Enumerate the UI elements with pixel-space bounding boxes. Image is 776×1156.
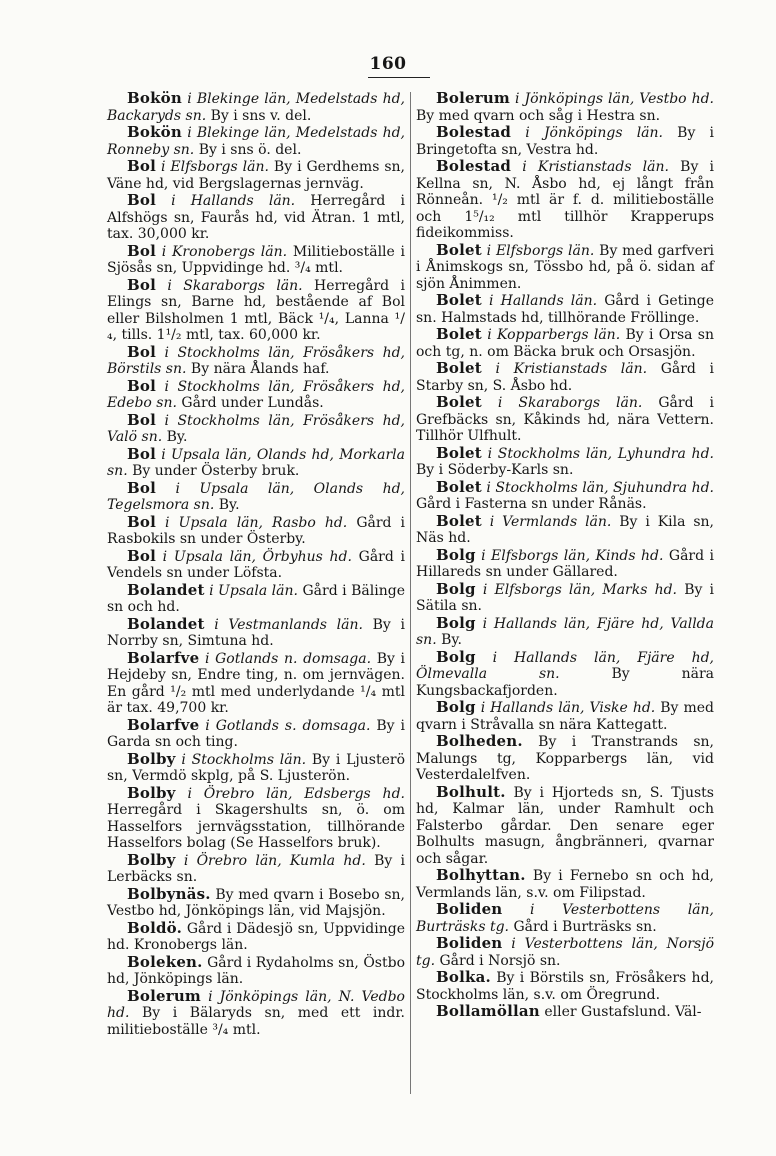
entry-headword: Bolarfve bbox=[127, 648, 200, 667]
entry-headword: Bolhyttan. bbox=[436, 866, 526, 884]
entry-headword: Bol bbox=[127, 376, 156, 395]
gazetteer-entry bbox=[416, 242, 714, 293]
entry-text: Gård i Norsjö sn. bbox=[439, 952, 561, 969]
gazetteer-entry bbox=[416, 581, 714, 615]
entry-location: i Hallands län. bbox=[489, 293, 598, 309]
entry-headword: Bokön bbox=[127, 123, 182, 141]
entry-location: i Upsala län. bbox=[209, 582, 298, 599]
entry-headword: Bol bbox=[127, 191, 156, 209]
gazetteer-entry bbox=[416, 649, 714, 700]
entry-headword: Bolestad bbox=[436, 123, 512, 141]
right-column bbox=[416, 90, 714, 1021]
gazetteer-entry bbox=[416, 326, 714, 360]
entry-text: Gård i Dädesjö sn, Uppvidinge hd. Kronobergs län. bbox=[107, 920, 405, 953]
entry-location: i Elfsborgs län. bbox=[486, 242, 595, 259]
entry-text: By i Garda sn och ting. bbox=[107, 717, 405, 750]
entry-location: i Blekinge län, Medelstads hd, Backaryds sn. bbox=[107, 91, 406, 124]
entry-location: i Örebro län, Edsbergs hd. bbox=[187, 785, 405, 802]
entry-location: i Stockholms län, Frösåkers hd, Edebo sn. bbox=[107, 378, 405, 411]
entry-text: By i Bälaryds sn, med ett indr. militieboställe ³/₄ mtl. bbox=[107, 1005, 405, 1038]
entry-text: By med qvarn och såg i Hestra sn. bbox=[416, 107, 661, 124]
gazetteer-entry bbox=[416, 124, 714, 158]
gazetteer-entry bbox=[416, 784, 714, 868]
gazetteer-entry bbox=[107, 90, 405, 124]
entry-text: Gård i Hillareds sn under Gällared. bbox=[416, 547, 714, 580]
gazetteer-entry bbox=[107, 988, 405, 1039]
entry-text: By i Kila sn, Näs hd. bbox=[416, 513, 714, 546]
entry-headword: Bolet bbox=[436, 325, 482, 343]
entry-headword: Bolg bbox=[436, 545, 476, 564]
gazetteer-entry bbox=[107, 785, 405, 852]
gazetteer-entry bbox=[416, 699, 714, 733]
gazetteer-entry bbox=[416, 901, 714, 935]
entry-text: By i Bringetofta sn, Vestra hd. bbox=[416, 125, 715, 158]
column-divider bbox=[410, 92, 411, 1094]
entry-headword: Bokön bbox=[127, 89, 182, 107]
entry-text: By i Börstils sn, Frösåkers hd, Stockholms län, s.v. om Öregrund. bbox=[416, 970, 714, 1003]
entry-headword: Bolandet bbox=[127, 580, 205, 599]
entry-location: i Stockholms län, Lyhundra hd. bbox=[487, 445, 714, 462]
entry-text: By i Söderby-Karls sn. bbox=[416, 462, 574, 478]
entry-headword: Bolg bbox=[436, 698, 476, 716]
gazetteer-entry bbox=[107, 344, 405, 378]
entry-location: i Skaraborgs län. bbox=[167, 277, 303, 294]
entry-text: Gård i Getinge sn. Halmstads hd, tillhörande Fröllinge. bbox=[416, 293, 714, 326]
page-number: 160 bbox=[369, 54, 407, 74]
gazetteer-entry bbox=[416, 479, 714, 513]
entry-headword: Bolet bbox=[436, 511, 482, 530]
gazetteer-entry bbox=[416, 513, 714, 547]
entry-headword: Bolet bbox=[436, 477, 482, 496]
entry-headword: Bol bbox=[127, 342, 156, 361]
entry-location: i Jönköpings län, N. Vedbo hd. bbox=[107, 988, 405, 1021]
gazetteer-entry bbox=[416, 292, 714, 326]
entry-headword: Bol bbox=[127, 546, 156, 565]
gazetteer-entry bbox=[107, 378, 405, 412]
gazetteer-entry bbox=[107, 243, 405, 277]
entry-location: i Hallands län, Viske hd. bbox=[480, 700, 656, 716]
entry-location: i Vesterbottens län, Norsjö tg. bbox=[416, 936, 714, 969]
entry-text: By i Norrby sn, Simtuna hd. bbox=[107, 616, 405, 649]
entry-location: i Örebro län, Kumla hd. bbox=[183, 852, 366, 869]
entry-location: i Gotlands s. domsaga. bbox=[205, 717, 371, 734]
gazetteer-entry bbox=[107, 124, 405, 158]
entry-text: Herregård i Alfshögs sn, Faurås hd, vid Ätran. 1 mtl, tax. 30,000 kr. bbox=[107, 193, 405, 242]
entry-headword: Bolhult. bbox=[436, 782, 506, 801]
entry-location: i Elfsborgs län. bbox=[160, 159, 269, 175]
entry-text: By. bbox=[441, 632, 462, 648]
entry-headword: Bolby bbox=[127, 749, 176, 768]
entry-text: Militieboställe i Sjösås sn, Uppvidinge hd. ³/₄ mtl. bbox=[107, 243, 406, 276]
gazetteer-entry bbox=[416, 615, 714, 649]
entry-location: i Gotlands n. domsaga. bbox=[204, 650, 372, 667]
gazetteer-entry bbox=[107, 582, 405, 616]
entry-headword: Bol bbox=[127, 157, 156, 175]
entry-location: i Upsala län, Olands hd, Morkarla sn. bbox=[107, 446, 405, 479]
entry-text: By i Fernebo sn och hd, Vermlands län, s.v. om Filipstad. bbox=[416, 868, 714, 901]
entry-headword: Bolet bbox=[436, 393, 482, 411]
entry-location: i Upsala län, Olands hd, Tegelsmora sn. bbox=[107, 480, 405, 513]
entry-headword: Bolet bbox=[436, 359, 482, 377]
page-number-rule bbox=[368, 77, 430, 78]
gazetteer-entry bbox=[107, 158, 405, 192]
entry-location: i Vesterbottens län, Burträsks tg. bbox=[416, 902, 714, 935]
entry-text: By i Hjorteds sn, S. Tjusts hd, Kalmar län, under Ramhult och Falsterbo gårdar. Den senare eger Bolhults masugn, ångbränneri, qvarnar och sågar. bbox=[416, 784, 714, 867]
entry-headword: Boliden bbox=[436, 934, 503, 952]
gazetteer-entry bbox=[416, 1003, 714, 1021]
entry-headword: Bolandet bbox=[127, 614, 205, 633]
entry-text: By nära Kungsbackafjorden. bbox=[416, 666, 714, 699]
entry-headword: Bolerum bbox=[436, 89, 511, 107]
entry-headword: Bollamöllan bbox=[436, 1002, 540, 1020]
gazetteer-entry bbox=[107, 886, 405, 920]
entry-headword: Bolg bbox=[436, 647, 476, 666]
entry-text: By med qvarn i Bosebo sn, Vestbo hd, Jönköpings län, vid Majsjön. bbox=[107, 886, 406, 919]
entry-text: Gård i Fasterna sn under Rånäs. bbox=[416, 496, 647, 512]
entry-text: By i Orsa sn och tg, n. om Bäcka bruk och Orsasjön. bbox=[416, 327, 715, 360]
gazetteer-entry bbox=[416, 445, 714, 479]
entry-headword: Bolby bbox=[127, 783, 176, 802]
entry-location: i Upsala län, Rasbo hd. bbox=[165, 514, 348, 531]
entry-text: By med garfveri i Ånimskogs sn, Tössbo hd, på ö. sidan af sjön Ånimmen. bbox=[416, 242, 715, 292]
gazetteer-entry bbox=[107, 920, 405, 954]
entry-headword: Bolerum bbox=[127, 986, 202, 1005]
entry-text: By under Österby bruk. bbox=[132, 463, 300, 479]
entry-headword: Bolarfve bbox=[127, 715, 200, 734]
gazetteer-entry bbox=[107, 446, 405, 480]
entry-location: i Stockholms län, Sjuhundra hd. bbox=[486, 479, 715, 496]
entry-headword: Bolg bbox=[436, 613, 476, 632]
entry-text: By. bbox=[166, 429, 188, 445]
entry-text: By i Lerbäcks sn. bbox=[107, 852, 405, 885]
gazetteer-entry bbox=[107, 717, 405, 751]
entry-headword: Boldö. bbox=[127, 918, 183, 937]
entry-text: Herregård i Elings sn, Barne hd, bestående af Bol eller Bilsholmen 1 mtl, Bäck ¹/₄, Lanna ¹/₄, tills. 1¹/₂ mtl, tax. 60,000 kr. bbox=[107, 277, 405, 343]
entry-location: i Upsala län, Örbyhus hd. bbox=[162, 548, 352, 565]
entry-headword: Bolheden. bbox=[436, 732, 523, 750]
gazetteer-entry bbox=[416, 733, 714, 784]
entry-headword: Bol bbox=[127, 275, 156, 294]
entry-headword: Bolbynäs. bbox=[127, 884, 211, 903]
gazetteer-entry bbox=[107, 751, 405, 785]
entry-text: By i Sätila sn. bbox=[416, 581, 715, 614]
entry-text: By i sns v. del. bbox=[210, 107, 312, 124]
entry-headword: Bolby bbox=[127, 850, 176, 869]
entry-headword: Bol bbox=[127, 241, 156, 260]
gazetteer-entry bbox=[416, 935, 714, 969]
gazetteer-entry bbox=[107, 514, 405, 548]
left-column bbox=[107, 90, 405, 1038]
gazetteer-entry bbox=[416, 158, 714, 242]
entry-location: i Kronobergs län. bbox=[161, 243, 288, 260]
gazetteer-entry bbox=[416, 360, 714, 394]
entry-text: By med qvarn i Stråvalla sn nära Kattegatt. bbox=[416, 700, 714, 733]
entry-location: i Stockholms län, Frösåkers hd, Börstils sn. bbox=[107, 344, 405, 377]
gazetteer-entry bbox=[416, 969, 714, 1003]
gazetteer-entry bbox=[107, 548, 405, 582]
entry-text: Gård i Rydaholms sn, Östbo hd, Jönköpings län. bbox=[107, 954, 405, 987]
gazetteer-entry bbox=[107, 616, 405, 650]
entry-text: By i Transtrands sn, Malungs tg, Kopparbergs län, vid Vesterdalelfven. bbox=[416, 734, 714, 783]
gazetteer-entry bbox=[107, 480, 405, 514]
gazetteer-entry bbox=[107, 852, 405, 886]
gazetteer-entry bbox=[416, 90, 714, 124]
entry-text: Gård i Burträsks sn. bbox=[513, 918, 657, 935]
entry-headword: Bol bbox=[127, 512, 156, 531]
entry-text: eller Gustafslund. Väl- bbox=[544, 1004, 702, 1020]
entry-location: i Elfsborgs län, Kinds hd. bbox=[481, 547, 664, 564]
entry-location: i Kopparbergs län. bbox=[487, 327, 621, 343]
entry-text: By i Gerdhems sn, Väne hd, vid Bergslagernas jernväg. bbox=[107, 159, 406, 192]
entry-location: i Vestmanlands län. bbox=[214, 616, 363, 633]
entry-location: i Hallands län. bbox=[171, 193, 296, 209]
gazetteer-entry bbox=[107, 192, 405, 243]
gazetteer-entry bbox=[416, 394, 714, 445]
entry-text: Herregård i Skagershults sn, ö. om Hasselfors jernvägsstation, tillhörande Hasselfors bolag (Se Hasselfors bruk). bbox=[107, 802, 405, 851]
entry-location: i Hallands län, Fjäre hd, Ölmevalla sn. bbox=[416, 649, 714, 682]
entry-location: i Skaraborgs län. bbox=[497, 395, 643, 411]
entry-headword: Bolka. bbox=[436, 968, 491, 986]
entry-text: Gård i Rasbokils sn under Österby. bbox=[107, 514, 406, 547]
entry-headword: Boleken. bbox=[127, 952, 203, 971]
entry-text: Gård i Starby sn, S. Åsbo hd. bbox=[416, 361, 714, 394]
entry-text: Gård i Grefbäcks sn, Kåkinds hd, nära Vettern. Tillhör Ulfhult. bbox=[416, 395, 715, 444]
entry-location: i Elfsborgs län, Marks hd. bbox=[482, 581, 678, 598]
gazetteer-entry bbox=[107, 277, 405, 344]
gazetteer-entry bbox=[107, 954, 405, 988]
entry-location: i Blekinge län, Medelstads hd, Ronneby sn. bbox=[107, 125, 406, 158]
entry-headword: Bolet bbox=[436, 443, 482, 462]
gazetteer-entry bbox=[107, 650, 405, 717]
entry-text: Gård i Bälinge sn och hd. bbox=[107, 582, 405, 615]
entry-headword: Bol bbox=[127, 444, 156, 463]
entry-location: i Jönköpings län, Vestbo hd. bbox=[515, 91, 714, 107]
entry-text: Gård i Vendels sn under Löfsta. bbox=[107, 548, 405, 581]
entry-text: By nära Ålands haf. bbox=[190, 361, 330, 377]
gazetteer-entry bbox=[416, 547, 714, 581]
entry-headword: Bolestad bbox=[436, 157, 512, 175]
entry-location: i Kristianstads län. bbox=[495, 361, 648, 377]
entry-headword: Bol bbox=[127, 478, 156, 497]
entry-text: Gård under Lundås. bbox=[181, 395, 324, 411]
gazetteer-entry bbox=[416, 867, 714, 901]
entry-location: i Stockholms län. bbox=[181, 751, 307, 768]
entry-text: By i Ljusterö sn, Vermdö skplg, på S. Ljusterön. bbox=[107, 751, 406, 784]
entry-headword: Bolet bbox=[436, 291, 482, 309]
entry-text: By i Hejdeby sn, Endre ting, n. om jernvägen. En gård ¹/₂ mtl med underlydande ¹/₄ mtl är tax. 49,700 kr. bbox=[107, 650, 406, 716]
gazetteer-entry bbox=[107, 412, 405, 446]
entry-location: i Stockholms län, Frösåkers hd, Valö sn. bbox=[107, 412, 405, 445]
entry-location: i Hallands län, Fjäre hd, Vallda sn. bbox=[416, 615, 714, 648]
entry-location: i Kristianstads län. bbox=[522, 159, 669, 175]
entry-headword: Bol bbox=[127, 410, 156, 429]
entry-headword: Bolet bbox=[436, 240, 482, 259]
entry-headword: Boliden bbox=[436, 900, 503, 918]
entry-location: i Jönköpings län. bbox=[525, 125, 663, 141]
entry-location: i Vermlands län. bbox=[489, 513, 612, 530]
entry-text: By i sns ö. del. bbox=[198, 141, 302, 158]
entry-text: By. bbox=[218, 497, 240, 513]
entry-text: By i Kellna sn, N. Åsbo hd, ej långt från Rönneån. ¹/₂ mtl är f. d. militieboställe och 1⁵/₁₂ mtl tillhör Krapperups fideikommiss. bbox=[416, 159, 714, 241]
entry-headword: Bolg bbox=[436, 579, 476, 598]
